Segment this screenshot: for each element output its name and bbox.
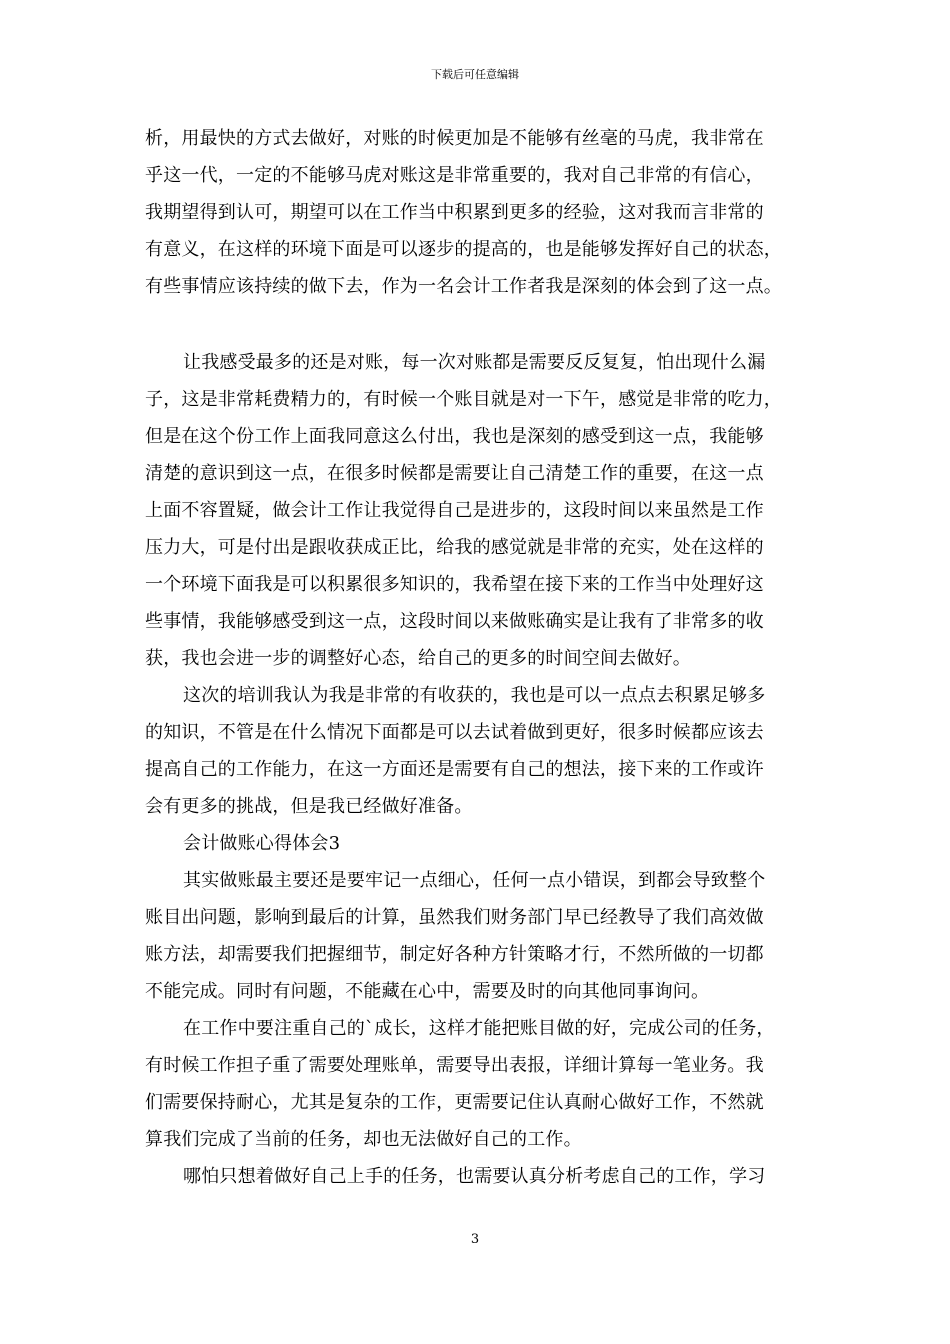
text-line: 上面不容置疑，做会计工作让我觉得自己是进步的，这段时间以来虽然是工作 <box>145 500 764 521</box>
text-line: 会有更多的挑战，但是我已经做好准备。 <box>145 796 473 817</box>
text-line: 些事情，我能够感受到这一点，这段时间以来做账确实是让我有了非常多的收 <box>145 611 764 632</box>
section-heading: 会计做账心得体会3 <box>183 833 341 854</box>
text-line: 有意义，在这样的环境下面是可以逐步的提高的，也是能够发挥好自己的状态， <box>145 239 782 260</box>
text-line: 不能完成。同时有问题，不能藏在心中，需要及时的向其他同事询问。 <box>145 981 710 1002</box>
text-line: 压力大，可是付出是跟收获成正比，给我的感觉就是非常的充实，处在这样的 <box>145 537 764 558</box>
text-line: 清楚的意识到这一点，在很多时候都是需要让自己清楚工作的重要，在这一点 <box>145 463 764 484</box>
text-line: 一个环境下面我是可以积累很多知识的，我希望在接下来的工作当中处理好这 <box>145 574 764 595</box>
text-line: 在工作中要注重自己的`成长，这样才能把账目做的好，完成公司的任务， <box>183 1018 775 1039</box>
text-line: 乎这一代，一定的不能够马虎对账这是非常重要的，我对自己非常的有信心， <box>145 165 764 186</box>
text-line: 算我们完成了当前的任务，却也无法做好自己的工作。 <box>145 1129 582 1150</box>
text-line: 有时候工作担子重了需要处理账单，需要导出表报，详细计算每一笔业务。我 <box>145 1055 764 1076</box>
text-line: 有些事情应该持续的做下去，作为一名会计工作者我是深刻的体会到了这一点。 <box>145 276 782 297</box>
text-line: 们需要保持耐心，尤其是复杂的工作，更需要记住认真耐心做好工作，不然就 <box>145 1092 764 1113</box>
text-line: 子，这是非常耗费精力的，有时候一个账目就是对一下午，感觉是非常的吃力， <box>145 389 782 410</box>
text-line: 让我感受最多的还是对账，每一次对账都是需要反反复复，怕出现什么漏 <box>183 352 766 373</box>
text-line: 获，我也会进一步的调整好心态，给自己的更多的时间空间去做好。 <box>145 648 691 669</box>
text-line: 账方法，却需要我们把握细节，制定好各种方针策略才行，不然所做的一切都 <box>145 944 764 965</box>
text-line: 我期望得到认可，期望可以在工作当中积累到更多的经验，这对我而言非常的 <box>145 202 764 223</box>
text-line: 但是在这个份工作上面我同意这么付出，我也是深刻的感受到这一点，我能够 <box>145 426 764 447</box>
text-line: 这次的培训我认为我是非常的有收获的，我也是可以一点点去积累足够多 <box>183 685 766 706</box>
page-number: 3 <box>470 1232 480 1247</box>
page-header: 下载后可任意编辑 <box>431 68 519 81</box>
text-line: 提高自己的工作能力，在这一方面还是需要有自己的想法，接下来的工作或许 <box>145 759 764 780</box>
text-line: 的知识，不管是在什么情况下面都是可以去试着做到更好，很多时候都应该去 <box>145 722 764 743</box>
text-line: 哪怕只想着做好自己上手的任务，也需要认真分析考虑自己的工作，学习 <box>183 1166 766 1187</box>
text-line: 其实做账最主要还是要牢记一点细心，任何一点小错误，到都会导致整个 <box>183 870 766 891</box>
text-line: 账目出问题，影响到最后的计算，虽然我们财务部门早已经教导了我们高效做 <box>145 907 764 928</box>
text-line: 析，用最快的方式去做好，对账的时候更加是不能够有丝毫的马虎，我非常在 <box>145 128 764 149</box>
